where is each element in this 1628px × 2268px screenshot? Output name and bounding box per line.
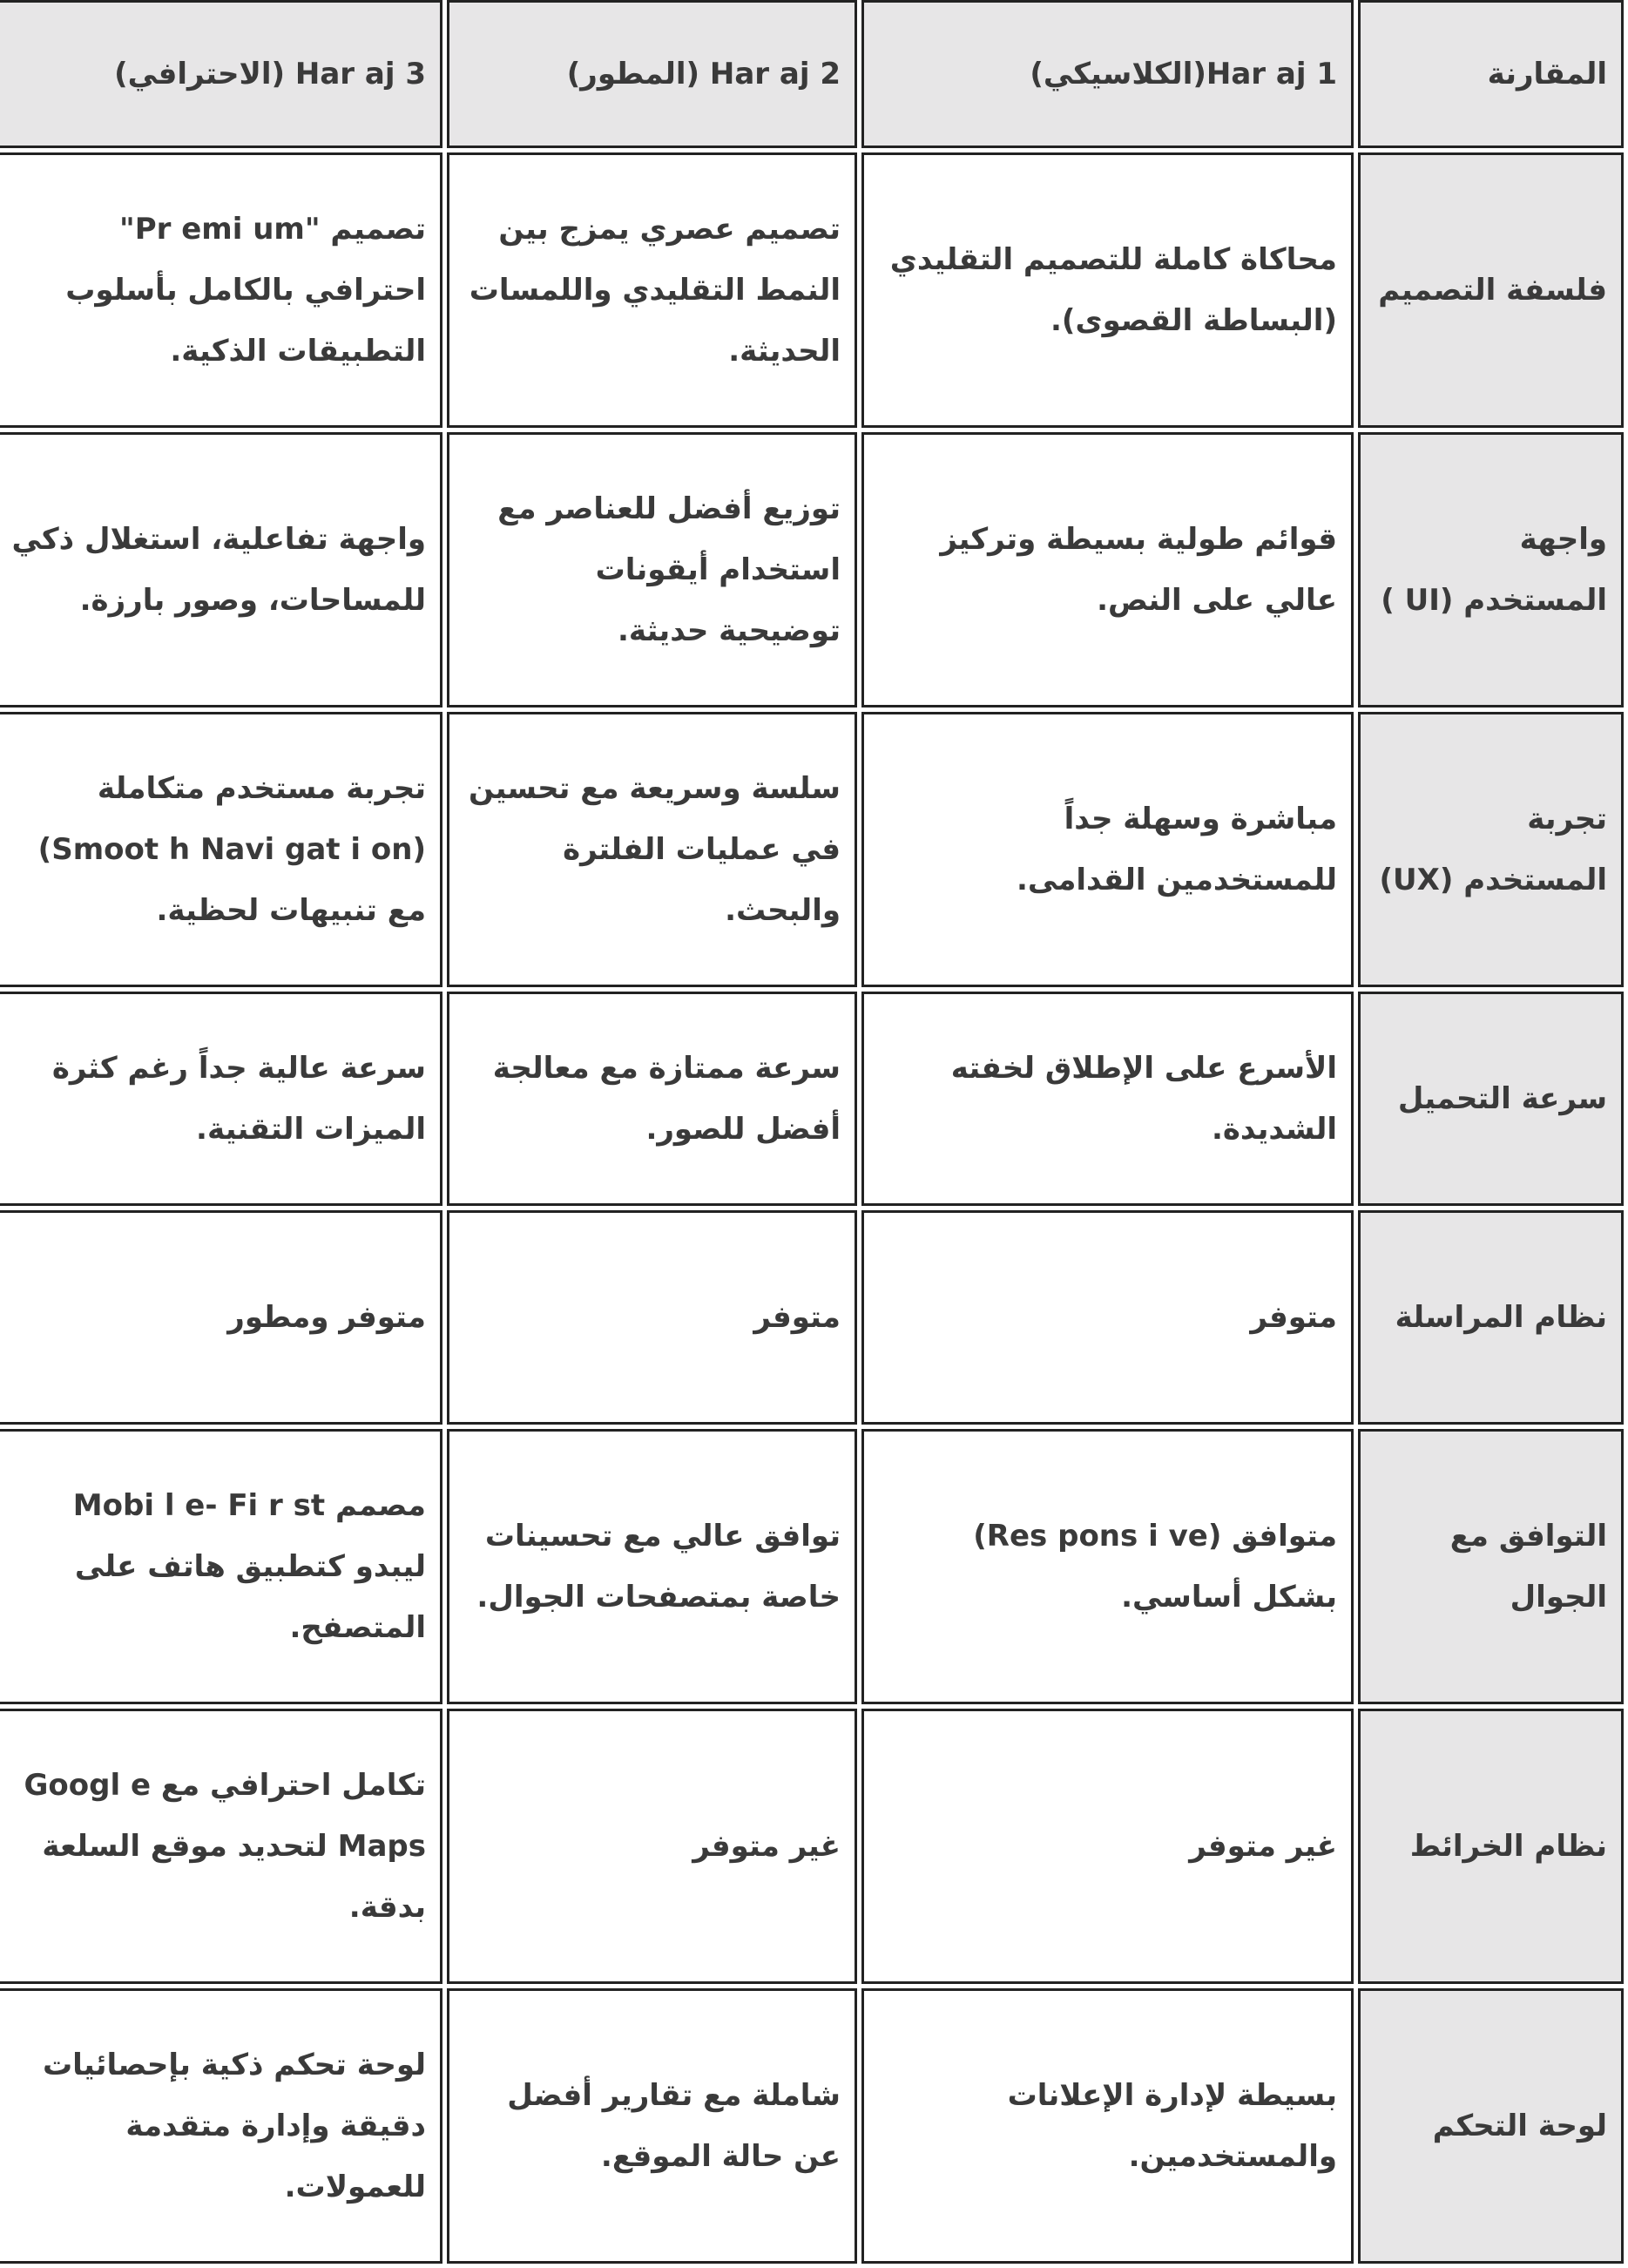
cell-haraj3: لوحة تحكم ذكية بإحصائيات دقيقة وإدارة متقدمة للعمولات. xyxy=(0,1988,442,2264)
cell-haraj1: الأسرع على الإطلاق لخفته الشديدة. xyxy=(861,992,1354,1206)
cell-haraj1: بسيطة لإدارة الإعلانات والمستخدمين. xyxy=(861,1988,1354,2264)
cell-haraj1: محاكاة كاملة للتصميم التقليدي (البساطة القصوى). xyxy=(861,152,1354,428)
table-row-maps xyxy=(0,1709,1624,1984)
cell-haraj2: سرعة ممتازة مع معالجة أفضل للصور. xyxy=(447,992,857,1206)
row-label: واجهة المستخدم (UI ) xyxy=(1358,432,1624,707)
cell-haraj2: غير متوفر xyxy=(447,1709,857,1984)
table-row-ux xyxy=(0,712,1624,987)
cell-haraj3: مصمم Mobi l e- Fi r st ليبدو كتطبيق هاتف على المتصفح. xyxy=(0,1429,442,1704)
cell-haraj2: متوفر xyxy=(447,1210,857,1425)
cell-haraj1: مباشرة وسهلة جداً للمستخدمين القدامى. xyxy=(861,712,1354,987)
table-row-messaging xyxy=(0,1210,1624,1425)
cell-haraj2: شاملة مع تقارير أفضل عن حالة الموقع. xyxy=(447,1988,857,2264)
header-cell-comparison: المقارنة xyxy=(1358,0,1624,148)
header-cell-haraj1: Har aj 1(الكلاسيكي) xyxy=(861,0,1354,148)
cell-haraj1: متوافق (Res pons i ve) بشكل أساسي. xyxy=(861,1429,1354,1704)
cell-haraj2: سلسة وسريعة مع تحسين في عمليات الفلترة والبحث. xyxy=(447,712,857,987)
cell-haraj2: توافق عالي مع تحسينات خاصة بمتصفحات الجوال. xyxy=(447,1429,857,1704)
cell-haraj3: سرعة عالية جداً رغم كثرة الميزات التقنية. xyxy=(0,992,442,1206)
row-label: سرعة التحميل xyxy=(1358,992,1624,1206)
row-label: فلسفة التصميم xyxy=(1358,152,1624,428)
row-label: نظام الخرائط xyxy=(1358,1709,1624,1984)
table-row-dashboard xyxy=(0,1988,1624,2264)
cell-haraj3: متوفر ومطور xyxy=(0,1210,442,1425)
row-label: لوحة التحكم xyxy=(1358,1988,1624,2264)
row-label: التوافق مع الجوال xyxy=(1358,1429,1624,1704)
cell-haraj3: تصميم "Pr emi um" احترافي بالكامل بأسلوب التطبيقات الذكية. xyxy=(0,152,442,428)
row-label: نظام المراسلة xyxy=(1358,1210,1624,1425)
table-row-design-philosophy xyxy=(0,152,1624,428)
cell-haraj2: توزيع أفضل للعناصر مع استخدام أيقونات توضيحية حديثة. xyxy=(447,432,857,707)
row-label: تجربة المستخدم (UX) xyxy=(1358,712,1624,987)
cell-haraj3: واجهة تفاعلية، استغلال ذكي للمساحات، وصور بارزة. xyxy=(0,432,442,707)
cell-haraj3: تجربة مستخدم متكاملة (Smoot h Navi gat i on) مع تنبيهات لحظية. xyxy=(0,712,442,987)
cell-haraj3: تكامل احترافي مع Googl e Maps لتحديد موقع السلعة بدقة. xyxy=(0,1709,442,1984)
table-row-load-speed xyxy=(0,992,1624,1206)
table-row-mobile xyxy=(0,1429,1624,1704)
header-cell-haraj3: Har aj 3 (الاحترافي) xyxy=(0,0,442,148)
table-header-row xyxy=(0,0,1624,148)
cell-haraj1: قوائم طولية بسيطة وتركيز عالي على النص. xyxy=(861,432,1354,707)
cell-haraj1: متوفر xyxy=(861,1210,1354,1425)
cell-haraj2: تصميم عصري يمزج بين النمط التقليدي واللمسات الحديثة. xyxy=(447,152,857,428)
table-row-ui xyxy=(0,432,1624,707)
header-cell-haraj2: Har aj 2 (المطور) xyxy=(447,0,857,148)
cell-haraj1: غير متوفر xyxy=(861,1709,1354,1984)
